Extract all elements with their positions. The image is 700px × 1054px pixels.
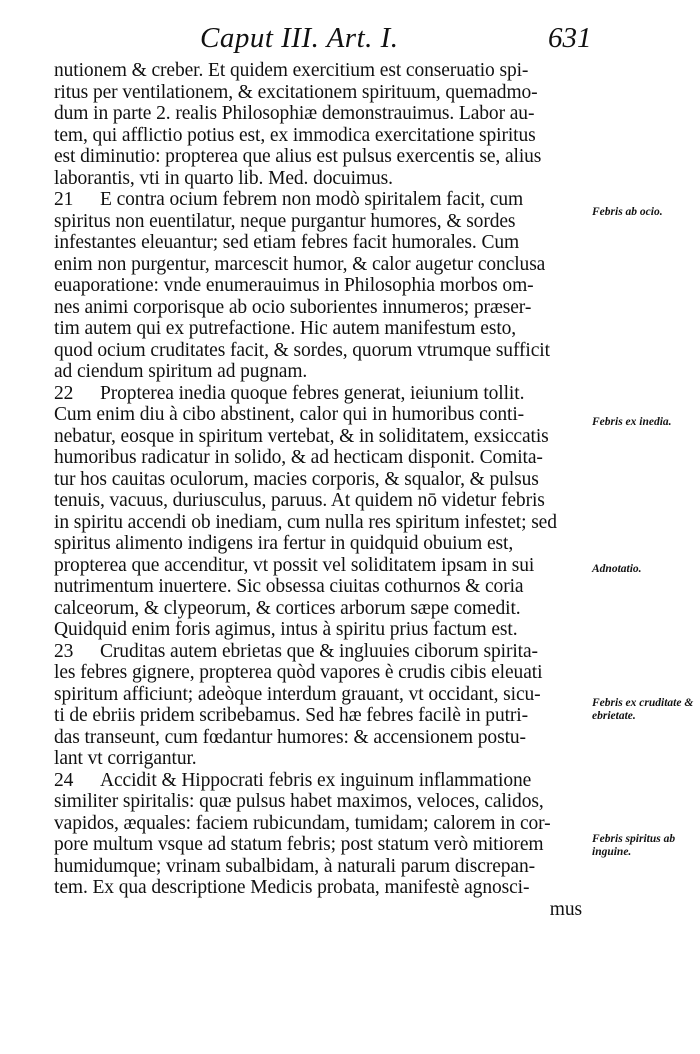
- page-header: [0, 22, 700, 58]
- text-line: in spiritu accendi ob inediam, cum nulla res spiritum infestet; sed: [54, 511, 557, 533]
- text-line: est diminutio: propterea que alius est pulsus exercentis se, alius: [54, 146, 542, 167]
- text-line: Cum enim diu à cibo abstinent, calor qui in humoribus conti-: [54, 404, 525, 425]
- catchword: mus: [549, 898, 582, 920]
- text-line: euaporatione: vnde enumerauimus in Philosophia morbos om-: [54, 275, 534, 296]
- text-line: quod ocium cruditates facit, & sordes, quorum vtrumque sufficit: [54, 339, 550, 361]
- text-line: ritus per ventilationem, & excitationem spirituum, quemadmo-: [54, 81, 538, 103]
- margin-note: Adnotatio.: [592, 563, 642, 575]
- text-line: laborantis, vti in quarto lib. Med. docuimus.: [54, 167, 393, 189]
- text-line: ti de ebriis pridem scribebamus. Sed hæ febres facilè in putri-: [54, 705, 529, 726]
- text-line: tenuis, vacuus, duriusculus, paruus. At quidem nō videtur febris: [54, 490, 545, 511]
- text-line: tur hos cauitas oculorum, macies corporis, & squalor, & pulsus: [54, 468, 539, 490]
- margin-note: Febris ab ocio.: [592, 206, 663, 218]
- text-line: propterea que accenditur, vt possit vel soliditatem ipsam in sui: [54, 554, 535, 576]
- paragraph-number: 22: [54, 382, 74, 404]
- text-line: les febres gignere, propterea quòd vapores è crudis cibis eleuati: [54, 662, 543, 683]
- text-line: tem. Ex qua descriptione Medicis probata, manifestè agnosci-: [54, 877, 530, 898]
- paragraph-number: 21: [54, 189, 74, 210]
- text-line: nebatur, eosque in spiritum vertebat, & in soliditatem, exsiccatis: [54, 425, 549, 447]
- text-line-content: Accidit & Hippocrati febris ex inguinum inflammatione: [100, 769, 532, 791]
- text-line: similiter spiritalis: quæ pulsus habet maximos, veloces, calidos,: [54, 791, 544, 812]
- running-title: Caput III. Art. I.: [200, 22, 399, 54]
- text-line: humoribus radicatur in solido, & ad hecticam disponit. Comita-: [54, 447, 543, 468]
- text-line: pore multum vsque ad statum febris; post statum verò mitiorem: [54, 834, 544, 855]
- text-line: dum in parte 2. realis Philosophiæ demonstrauimus. Labor au-: [54, 103, 535, 124]
- text-line: [54, 383, 594, 405]
- text-line: tem, qui afflictio potius est, ex immodica exercitatione spiritus: [54, 124, 536, 146]
- text-line: [54, 641, 594, 663]
- margin-note: Febris ex cruditate & ebrietate.: [592, 697, 694, 722]
- body-text: [54, 60, 594, 920]
- text-line: nutionem & creber. Et quidem exercitium est conseruatio spi-: [54, 60, 529, 81]
- text-line: spiritus alimento indigens ira fertur in quidquid obuium est,: [54, 533, 514, 554]
- text-line: tim autem qui ex putrefactione. Hic autem manifestum esto,: [54, 318, 517, 339]
- text-line: [54, 189, 594, 211]
- text-line: nes animi corporisque ab ocio suborientes innumeros; præser-: [54, 296, 532, 318]
- text-line-content: Cruditas autem ebrietas que & ingluuies ciborum spirita-: [100, 640, 538, 662]
- page-number: 631: [548, 22, 592, 54]
- paragraph-number: 23: [54, 640, 74, 662]
- text-line: spiritus non euentilatur, neque purgantur humores, & sordes: [54, 210, 516, 232]
- text-line: infestantes eleuantur; sed etiam febres facit humorales. Cum: [54, 232, 520, 253]
- text-line: spiritum afficiunt; adeòque interdum grauant, vt occidant, sicu-: [54, 683, 541, 705]
- text-line: ad ciendum spiritum ad pugnam.: [54, 361, 308, 382]
- text-line: vapidos, æquales: faciem rubicundam, tumidam; calorem in cor-: [54, 812, 551, 834]
- paragraph-number: 24: [54, 769, 74, 791]
- text-line: [54, 770, 594, 792]
- text-line: Quidquid enim foris agimus, intus à spiritu prius factum est.: [54, 619, 518, 640]
- text-line: enim non purgentur, marcescit humor, & calor augetur conclusa: [54, 253, 546, 275]
- text-line: das transeunt, cum fœdantur humores: & accensionem postu-: [54, 726, 526, 748]
- text-line: nutrimentum inuertere. Sic obsessa ciuitas cothurnos & coria: [54, 576, 524, 597]
- text-line-content: Propterea inedia quoque febres generat, ieiunium tollit.: [100, 382, 525, 404]
- margin-note: Febris ex inedia.: [592, 416, 672, 428]
- text-line: calceorum, & clypeorum, & cortices arborum sæpe comedit.: [54, 597, 521, 619]
- margin-note: Febris spiritus ab inguine.: [592, 833, 676, 858]
- text-line: humidumque; vrinam subalbidam, à naturali parum discrepan-: [54, 855, 536, 877]
- text-line-content: E contra ocium febrem non modò spiritalem facit, cum: [100, 189, 524, 210]
- text-line: lant vt corrigantur.: [54, 748, 197, 769]
